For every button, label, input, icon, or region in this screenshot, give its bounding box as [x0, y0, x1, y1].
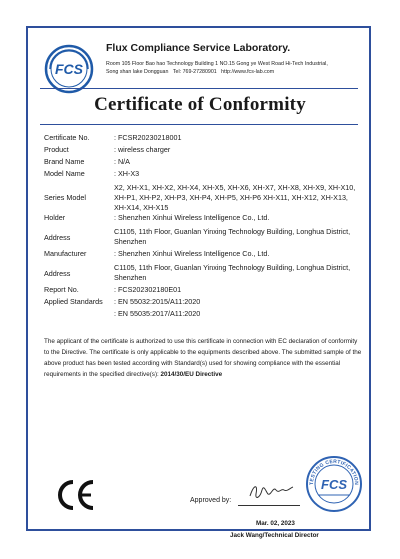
signature-icon — [246, 478, 296, 504]
field-label: Report No. — [44, 285, 79, 294]
statement-directive: 2014/30/EU Directive — [160, 371, 223, 378]
field-value: : FCS202302180E01 — [114, 285, 182, 294]
field-value: C1105, 11th Floor, Guanlan Yinxing Technology Building, Longhua District, Shenzhen — [114, 263, 351, 282]
field-label: Manufacturer — [44, 249, 87, 258]
field-label: Series Model — [44, 193, 86, 202]
field-label — [44, 309, 114, 321]
stamp-ring-text: TESTING CERTIFICATION — [308, 458, 360, 486]
approved-by-label: Approved by: — [190, 497, 232, 504]
signer-title: Jack Wang/Technical Director — [230, 532, 319, 539]
field-row — [44, 213, 362, 225]
certificate-title: Certificate of Conformity — [94, 94, 306, 115]
address-line-2: Song shan lake Dongguan — [106, 69, 169, 75]
header-divider — [40, 88, 358, 89]
title-divider — [40, 124, 358, 125]
fcs-logo — [44, 44, 94, 94]
field-value: : Shenzhen Xinhui Wireless Intelligence Co., Ltd. — [114, 249, 270, 258]
field-value: : XH-X3 — [114, 169, 140, 178]
field-label: Model Name — [44, 169, 85, 178]
field-row — [44, 169, 362, 182]
certification-stamp-icon — [305, 455, 363, 513]
field-row — [44, 133, 362, 145]
field-row — [44, 297, 362, 309]
field-value: : wireless charger — [114, 145, 171, 154]
field-label: Holder — [44, 213, 66, 222]
field-label: Applied Standards — [44, 297, 103, 306]
field-label: Certificate No. — [44, 133, 90, 142]
field-value: C1105, 11th Floor, Guanlan Yinxing Technology Building, Longhua District, Shenzhen — [114, 227, 351, 246]
field-label: Brand Name — [44, 157, 85, 166]
field-value: : N/A — [114, 157, 130, 166]
certificate-fields — [44, 133, 362, 321]
field-value: : Shenzhen Xinhui Wireless Intelligence Co., Ltd. — [114, 213, 270, 222]
field-row — [44, 309, 362, 321]
logo-text: FCS — [55, 61, 83, 77]
field-value: X2, XH-X1, XH-X2, XH-X4, XH-X5, XH-X6, XH-X7, XH-X8, XH-X9, XH-X10, XH-P1, XH-P2, XH-P3, XH-P4, XH-P5, XH-P6 XH-X11, XH-X12, XH-X13, XH-X14, XH-X15 — [114, 182, 356, 212]
signature-line — [238, 505, 300, 506]
field-label: Address — [44, 268, 71, 278]
field-label: Product — [44, 145, 69, 154]
field-row — [44, 182, 362, 213]
lab-address — [106, 60, 358, 76]
field-row — [44, 157, 362, 169]
field-label: Address — [44, 232, 71, 242]
stamp-center-text: FCS — [321, 477, 347, 492]
field-row — [44, 225, 362, 249]
statement-text: The applicant of the certificate is authorized to use this certificate in connection with EC declaration of conformity to the Directive. The certificate is only applicable to the equipments described above. The submitted sample of the above product has been tested according with Standard(s) used for showing compliance with the essential requirements in the specified directive(s): — [44, 338, 362, 378]
field-row — [44, 285, 362, 297]
conformity-statement — [44, 336, 362, 380]
lab-web: http://www.fcs-lab.com — [221, 69, 275, 75]
lab-name: Flux Compliance Service Laboratory. — [106, 42, 291, 54]
address-line-1: Room 105 Floor Bao hao Technology Building 1 NO.15 Gong ye West Road Hi-Tech Industrial, — [106, 61, 328, 67]
approval-date: Mar. 02, 2023 — [256, 520, 295, 527]
field-value: : EN 55035:2017/A11:2020 — [114, 309, 201, 318]
field-row — [44, 145, 362, 157]
field-value: : FCSR20230218001 — [114, 133, 182, 142]
lab-tel: Tel: 769-27280901 — [172, 69, 217, 75]
ce-mark-icon — [54, 479, 96, 511]
field-row — [44, 249, 362, 261]
field-row — [44, 261, 362, 285]
field-value: : EN 55032:2015/A11:2020 — [114, 297, 201, 306]
